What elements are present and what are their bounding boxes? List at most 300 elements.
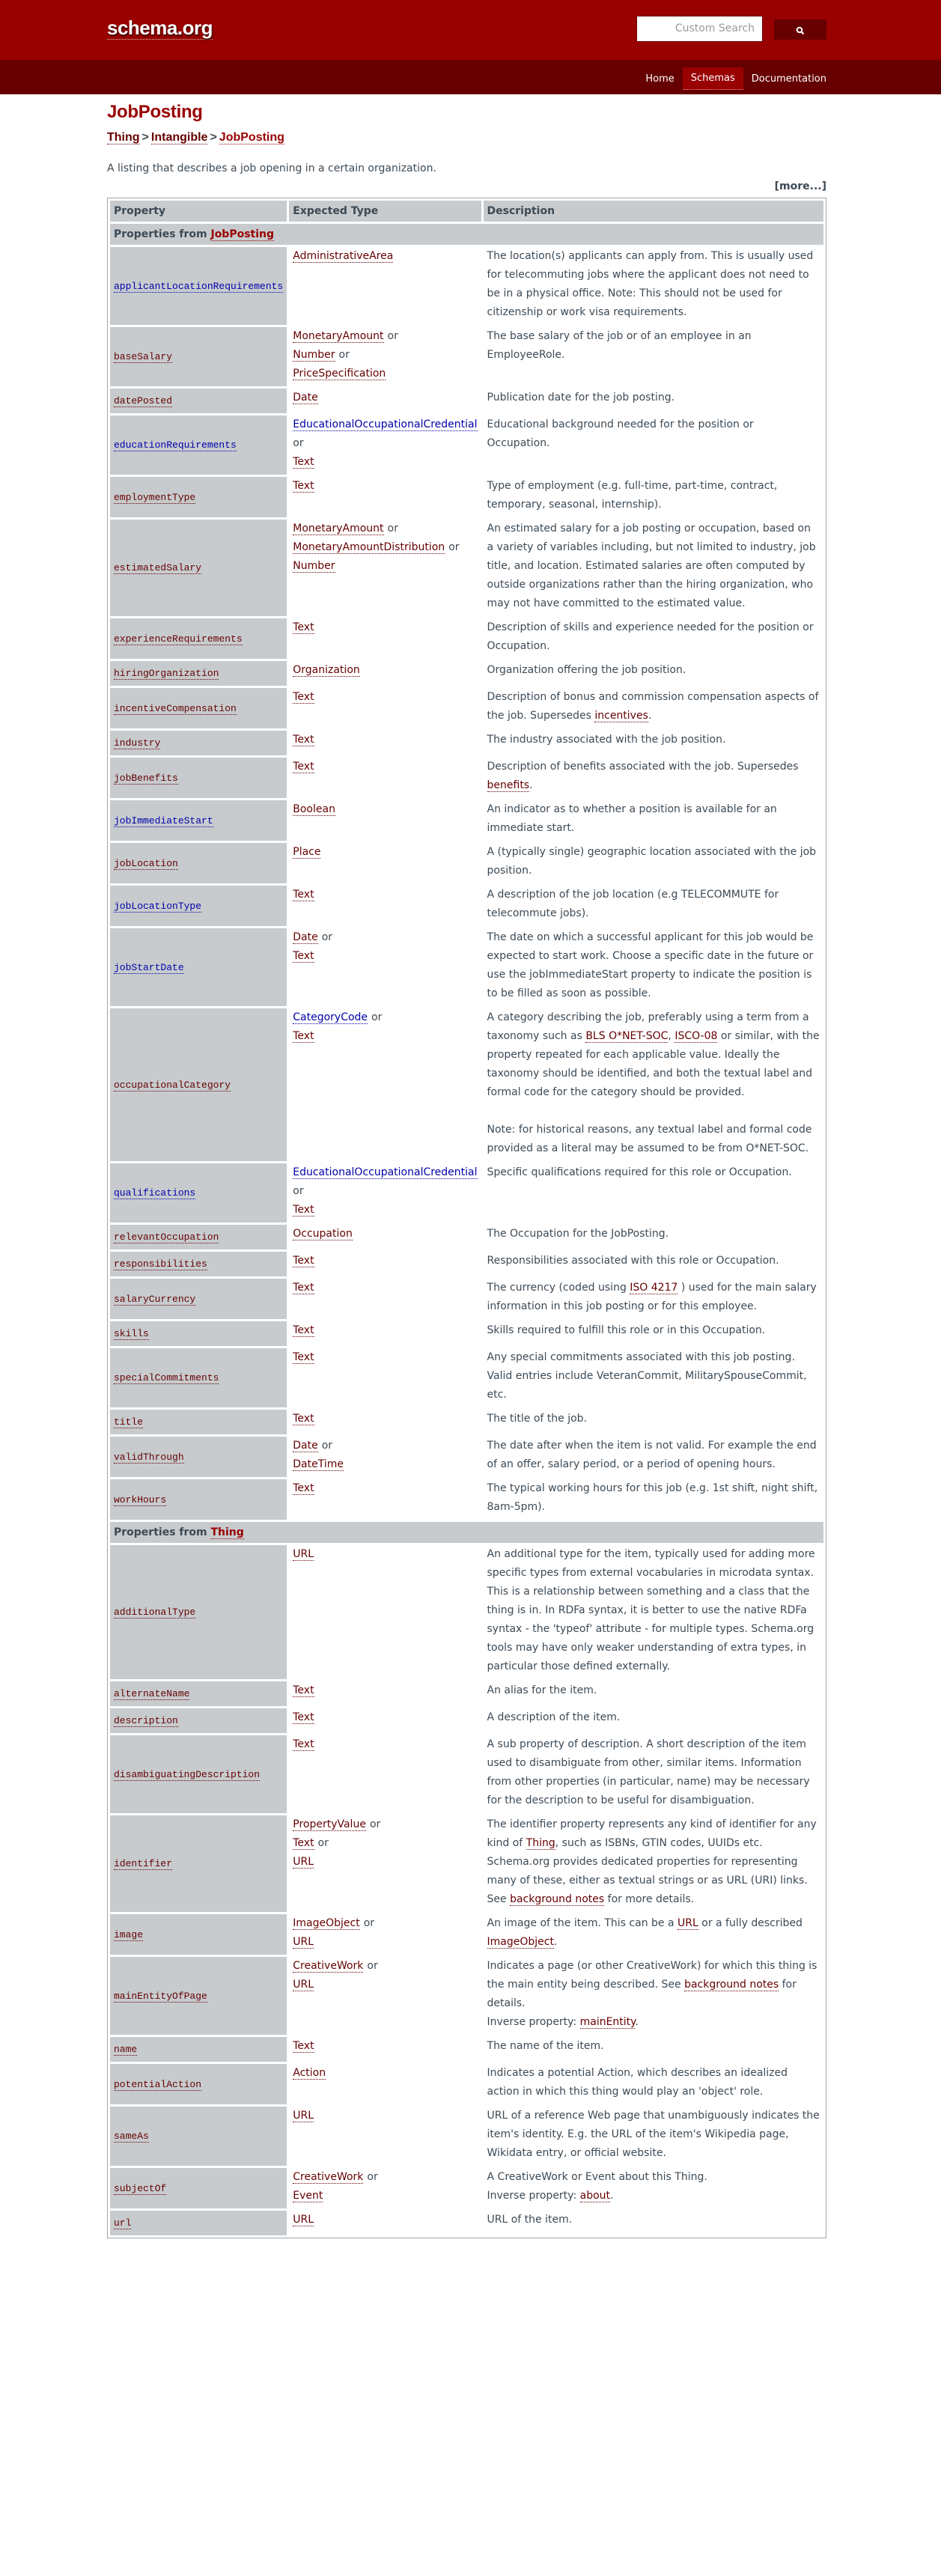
type-entry [293,1976,477,1994]
breadcrumb-thing[interactable]: Thing [107,131,140,144]
description-text: The date after when the item is not valid. For example the end of an offer, salary period, or a period of opening hours. [487,1440,817,1470]
type-entry [293,1681,477,1700]
type-entry [293,2187,477,2205]
table-row [110,247,823,325]
table-row [110,2168,823,2208]
expected-type-cell [289,2064,481,2104]
type-entry [293,520,477,538]
type-link[interactable]: Boolean [293,803,335,815]
type-entry [293,1933,477,1952]
type-link[interactable]: Text [293,1204,314,1216]
property-cell [110,389,287,413]
description-text: URL of the item. [487,2214,573,2226]
description-text: ) used for the main salary information in this job posting or for this employee. [487,1282,817,1312]
or-separator: or [293,437,304,449]
expected-type-cell [289,1348,481,1407]
type-link[interactable]: URL [293,1856,314,1868]
expected-type-cell [289,1681,481,1706]
type-link[interactable]: Text [293,1351,314,1363]
type-link[interactable]: DateTime [293,1458,344,1470]
nav-documentation[interactable]: Documentation [751,73,826,85]
or-separator: or [387,523,398,535]
table-row [110,928,823,1006]
table-row [110,1225,823,1249]
description-cell [484,1957,823,2035]
table-row [110,618,823,659]
description-text: Note: for historical reasons, any textual label and formal code provided as a literal may be assumed to be from O*NET-SOC. [487,1124,812,1154]
description-cell [484,2168,823,2208]
table-row [110,1681,823,1706]
property-cell [110,843,287,883]
type-link[interactable]: EducationalOccupationalCredential [293,418,478,430]
description-cell [484,1914,823,1955]
property-cell [110,520,287,616]
property-link[interactable]: salaryCurrency [114,1293,196,1305]
table-row [110,327,823,386]
type-entry [293,365,477,383]
description-cell [484,928,823,1006]
property-cell [110,618,287,659]
table-row [110,2064,823,2104]
description-link[interactable]: ImageObject [487,1936,554,1948]
property-link[interactable]: baseSalary [114,351,173,362]
property-link[interactable]: responsibilities [114,1258,207,1270]
property-cell [110,1957,287,2035]
property-link[interactable]: title [114,1416,144,1428]
type-link[interactable]: Text [293,480,314,492]
description-link[interactable]: URL [677,1917,698,1929]
type-link[interactable]: URL [293,2214,314,2226]
expected-type-cell [289,1252,481,1276]
property-link[interactable]: additionalType [114,1607,196,1618]
property-link[interactable]: specialCommitments [114,1372,219,1383]
property-cell [110,477,287,517]
property-cell [110,1252,287,1276]
nav-home[interactable]: Home [645,73,674,85]
main-nav [637,60,835,94]
expected-type-cell [289,1914,481,1955]
property-link[interactable]: workHours [114,1493,167,1505]
property-cell [110,2168,287,2208]
property-cell [110,1914,287,1955]
type-link[interactable]: Text [293,691,314,703]
or-separator: or [293,1185,304,1197]
property-link[interactable]: disambiguatingDescription [114,1768,261,1780]
type-entry [293,1410,477,1428]
type-link[interactable]: Date [293,392,318,404]
type-link[interactable]: Number [293,349,335,361]
property-cell [110,928,287,1006]
search-icon [796,26,805,35]
type-link[interactable]: Event [293,2190,323,2202]
type-link[interactable]: PropertyValue [293,1818,366,1830]
type-entry [293,327,477,346]
description-cell [484,1479,823,1520]
property-link[interactable]: industry [114,737,161,749]
type-link[interactable]: Action [293,2067,326,2079]
description-text: An image of the item. This can be a [487,1917,678,1929]
type-link[interactable]: Text [293,950,314,962]
description-cell [484,520,823,616]
property-link[interactable]: incentiveCompensation [114,702,237,714]
type-link[interactable]: CreativeWork [293,1960,364,1972]
property-link[interactable]: identifier [114,1858,173,1869]
or-separator: or [317,1837,329,1849]
property-link[interactable]: hiringOrganization [114,668,219,679]
property-cell [110,661,287,686]
nav-schemas[interactable]: Schemas [683,67,743,90]
description-text: Description of benefits associated with the job. Supersedes [487,761,799,773]
description-text: . [635,2016,639,2028]
description-text: The location(s) applicants can apply from. This is usually used for telecommuting jobs where the applicant does not need to be in a physical office. Note: This should not be used for citizenship or work visa requirements. [487,250,814,318]
type-link[interactable]: Text [293,761,314,773]
property-link[interactable]: qualifications [114,1187,196,1199]
type-entry [293,731,477,749]
description-text: A CreativeWork or Event about this Thing. [487,2171,707,2183]
table-row [110,1914,823,1955]
type-link[interactable]: Text [293,1684,314,1696]
type-link[interactable]: MonetaryAmount [293,523,384,535]
type-link[interactable]: MonetaryAmountDistribution [293,541,445,553]
property-cell [110,1279,287,1319]
description-text: Responsibilities associated with this role or Occupation. [487,1255,779,1267]
type-entry [293,1479,477,1498]
type-link[interactable]: PriceSpecification [293,368,386,380]
type-entry [293,843,477,862]
description-cell [484,800,823,841]
expected-type-cell [289,327,481,386]
property-link[interactable]: alternateName [114,1688,190,1699]
description-text: The title of the job. [487,1413,587,1425]
description-text: An additional type for the item, typically used for adding more specific types from external vocabularies in microdata syntax. This is a relationship between something and a class that the thing is in. In RDFa syntax, it is better to use the native RDFa syntax - the 'typeof' attribute - for multiple types. Schema.org tools may have only weaker understanding of extra types, in particular those defined externally. [487,1548,815,1672]
property-link[interactable]: occupationalCategory [114,1079,231,1091]
type-entry [293,2064,477,2083]
property-link[interactable]: skills [114,1328,149,1339]
more-link[interactable]: [more...] [774,180,826,192]
description-link[interactable]: ISO 4217 [630,1282,678,1294]
description-cell [484,1225,823,1249]
property-link[interactable]: name [114,2044,138,2055]
table-row [110,415,823,475]
description-text: . [648,710,652,722]
property-link[interactable]: description [114,1715,178,1726]
description-cell [484,1321,823,1346]
description-text: Educational background needed for the position or Occupation. [487,418,754,449]
description-text: , such as ISBNs, GTIN codes, UUIDs etc. Schema.org provides dedicated properties for representing many of these, either as textual strings or as URL (URI) links. See [487,1837,808,1905]
description-link[interactable]: benefits [487,779,530,791]
property-link[interactable]: datePosted [114,395,173,407]
type-entry [293,1027,477,1046]
description-text: for details. [487,1979,797,2009]
type-description: A listing that describes a job opening in a certain organization. [107,162,436,174]
property-link[interactable]: educationRequirements [114,439,237,451]
type-link[interactable]: MonetaryAmount [293,330,384,342]
description-cell [484,2211,823,2235]
type-entry [293,1321,477,1340]
type-link[interactable]: URL [293,2110,314,2122]
property-cell [110,327,287,386]
description-text: Inverse property: [487,2016,580,2028]
type-entry [293,2037,477,2056]
or-separator: or [338,349,350,361]
or-separator: or [369,1818,381,1830]
property-cell [110,731,287,755]
expected-type-cell [289,2107,481,2166]
table-header-row [110,201,823,222]
expected-type-cell [289,1815,481,1912]
property-cell [110,247,287,325]
type-link[interactable]: CreativeWork [293,2171,364,2183]
expected-type-cell [289,661,481,686]
type-link[interactable]: Text [293,2040,314,2052]
expected-type-cell [289,1279,481,1319]
or-separator: or [371,1011,383,1023]
table-row [110,1708,823,1733]
property-link[interactable]: potentialAction [114,2078,202,2090]
expected-type-cell [289,477,481,517]
table-row [110,843,823,883]
property-link[interactable]: image [114,1928,144,1940]
description-cell [484,2064,823,2104]
table-row [110,1321,823,1346]
description-text: The date on which a successful applicant for this job would be expected to start work. Choose a specific date in the future or use the jobImmediateStart property to indicate the position is to be filled as soon as possible. [487,931,814,999]
type-entry [293,1163,477,1182]
table-row [110,1437,823,1477]
description-text: , [668,1030,675,1042]
description-text: A sub property of description. A short description of the item used to disambiguate from other, similar items. Information from other properties (in particular, name) may be necessary for the description to be useful for disambiguation. [487,1738,810,1806]
description-cell [484,247,823,325]
description-link[interactable]: incentives [594,710,648,722]
header-expected-type: Expected Type [289,201,481,222]
description-link[interactable]: background notes [510,1893,605,1905]
site-logo[interactable]: schema.org [107,16,213,39]
section-header [110,224,823,245]
type-link[interactable]: Text [293,734,314,746]
property-link[interactable]: jobStartDate [114,961,184,973]
description-text: for more details. [604,1893,695,1905]
type-link[interactable]: Text [293,1255,314,1267]
property-link[interactable]: jobLocation [114,857,178,869]
description-link[interactable]: BLS O*NET-SOC [585,1030,669,1042]
search-input[interactable]: Custom Search [636,16,763,42]
type-link[interactable]: ImageObject [293,1917,360,1929]
type-link[interactable]: URL [293,1548,314,1560]
type-link[interactable]: Number [293,560,335,572]
table-row [110,1410,823,1434]
description-text: . [529,779,533,791]
type-entry [293,1834,477,1853]
property-cell [110,1681,287,1706]
type-entry [293,928,477,947]
table-row [110,1957,823,2035]
description-text: Any special commitments associated with this job posting. Valid entries include VeteranCommit, MilitarySpouseCommit, etc. [487,1351,807,1401]
description-text: Inverse property: [487,2190,580,2202]
type-link[interactable]: Text [293,1738,314,1750]
section-type-link[interactable]: JobPosting [210,228,275,240]
description-text: The Occupation for the JobPosting. [487,1228,669,1240]
type-link[interactable]: Text [293,1837,314,1849]
type-link[interactable]: Text [293,1711,314,1723]
type-link[interactable]: AdministrativeArea [293,250,394,262]
description-link[interactable]: mainEntity [579,2016,636,2028]
expected-type-cell [289,1321,481,1346]
type-entry [293,1437,477,1455]
expected-type-cell [289,1008,481,1161]
expected-type-cell [289,520,481,616]
description-link[interactable]: background notes [684,1979,779,1991]
breadcrumb-separator: > [141,131,149,144]
table-row [110,477,823,517]
type-link[interactable]: URL [293,1936,314,1948]
description-text: The typical working hours for this job (e.g. 1st shift, night shift, 8am-5pm). [487,1482,818,1513]
property-cell [110,1348,287,1407]
or-separator: or [448,541,460,553]
description-link[interactable]: about [579,2190,611,2202]
type-link[interactable]: Text [293,1482,314,1494]
type-entry [293,1815,477,1834]
expected-type-cell [289,1957,481,2035]
description-text: Type of employment (e.g. full-time, part-time, contract, temporary, seasonal, internship). [487,480,778,511]
type-link[interactable]: Date [293,931,318,943]
breadcrumb-intangible[interactable]: Intangible [150,131,208,144]
property-cell [110,2107,287,2166]
table-row [110,731,823,755]
property-link[interactable]: url [114,2217,132,2229]
table-row [110,1252,823,1276]
description-cell [484,1545,823,1679]
property-cell [110,1437,287,1477]
property-cell [110,1225,287,1249]
type-entry [293,688,477,707]
type-link[interactable]: Date [293,1440,318,1452]
description-text: . [553,1936,558,1948]
property-link[interactable]: mainEntityOfPage [114,1990,207,2002]
type-link[interactable]: CategoryCode [293,1011,368,1023]
description-text: A description of the job location (e.g TELECOMMUTE for telecommute jobs). [487,889,779,919]
description-link[interactable]: Thing [526,1837,555,1849]
main-content [107,94,826,2241]
type-link[interactable]: Text [293,889,314,901]
table-row [110,688,823,728]
type-link[interactable]: Occupation [293,1228,353,1240]
property-link[interactable]: applicantLocationRequirements [114,280,284,292]
description-text: A category describing the job, preferably using a term from a taxonomy such as [487,1011,809,1042]
description-cell [484,1437,823,1477]
table-row [110,520,823,616]
type-entry [293,1201,477,1220]
description-cell [484,1279,823,1319]
description-cell [484,661,823,686]
type-link[interactable]: Text [293,1324,314,1336]
description-link[interactable]: ISCO-08 [674,1030,718,1042]
or-separator: or [387,330,398,342]
expected-type-cell [289,843,481,883]
type-link[interactable]: URL [293,1979,314,1991]
expected-type-cell [289,2211,481,2235]
description-text: Description of bonus and commission compensation aspects of the job. Supersedes [487,691,819,722]
expected-type-cell [289,1735,481,1813]
expected-type-cell [289,247,481,325]
property-link[interactable]: employmentType [114,491,196,503]
type-link[interactable]: Text [293,1282,314,1294]
section-type-link[interactable]: Thing [210,1526,244,1538]
expected-type-cell [289,1225,481,1249]
type-link[interactable]: Place [293,846,321,858]
table-row [110,2211,823,2235]
breadcrumb-jobposting[interactable]: JobPosting [219,131,284,144]
description-cell [484,731,823,755]
type-entry [293,389,477,407]
property-link[interactable]: estimatedSalary [114,562,202,573]
description-text: An estimated salary for a job posting or occupation, based on a variety of variables including, but not limited to industry, job title, and location. Estimated salaries are often computed by outside organizations rather than the hiring organization, who may not have committed to the estimated value. [487,523,816,609]
type-entry [293,538,477,557]
description-text: A description of the item. [487,1711,621,1723]
expected-type-cell [289,731,481,755]
type-entry [293,1735,477,1754]
table-row [110,1479,823,1520]
table-row [110,1815,823,1912]
property-cell [110,800,287,841]
description-text: Organization offering the job position. [487,664,686,676]
property-cell [110,2064,287,2104]
type-entry [293,2107,477,2125]
property-cell [110,886,287,926]
property-cell [110,1008,287,1161]
property-cell [110,1545,287,1679]
section-label: Properties from [114,228,207,240]
search-button[interactable] [774,19,826,40]
expected-type-cell [289,1163,481,1222]
description-cell [484,758,823,798]
property-link[interactable]: subjectOf [114,2182,167,2194]
type-entry [293,1252,477,1270]
property-link[interactable]: jobImmediateStart [114,814,213,826]
table-row [110,389,823,413]
property-link[interactable]: jobBenefits [114,772,178,784]
expected-type-cell [289,928,481,1006]
breadcrumb-separator: > [210,131,217,144]
property-link[interactable]: experienceRequirements [114,633,243,645]
type-link[interactable]: Text [293,456,314,468]
type-link[interactable]: Text [293,621,314,633]
type-entry [293,1279,477,1297]
type-entry [293,2211,477,2229]
type-entry [293,477,477,496]
description-cell [484,1681,823,1706]
type-entry [293,947,477,966]
expected-type-cell [289,389,481,413]
description-cell [484,1008,823,1161]
property-link[interactable]: jobLocationType [114,900,202,912]
property-link[interactable]: validThrough [114,1451,184,1463]
expected-type-cell [289,1479,481,1520]
type-link[interactable]: Text [293,1413,314,1425]
type-link[interactable]: Text [293,1030,314,1042]
type-link[interactable]: EducationalOccupationalCredential [293,1166,478,1178]
type-entry [293,247,477,266]
property-link[interactable]: sameAs [114,2131,149,2142]
expected-type-cell [289,2168,481,2208]
type-entry [293,618,477,637]
expected-type-cell [289,415,481,475]
property-cell [110,1815,287,1912]
property-link[interactable]: relevantOccupation [114,1231,219,1243]
type-link[interactable]: Organization [293,664,360,676]
property-cell [110,688,287,728]
description-text: or similar, with the property repeated for each applicable value. Ideally the taxonomy should be identified, and both the textual label and formal code for the category should be provided. [487,1030,820,1098]
section-header [110,1522,823,1543]
site-header [0,0,941,60]
